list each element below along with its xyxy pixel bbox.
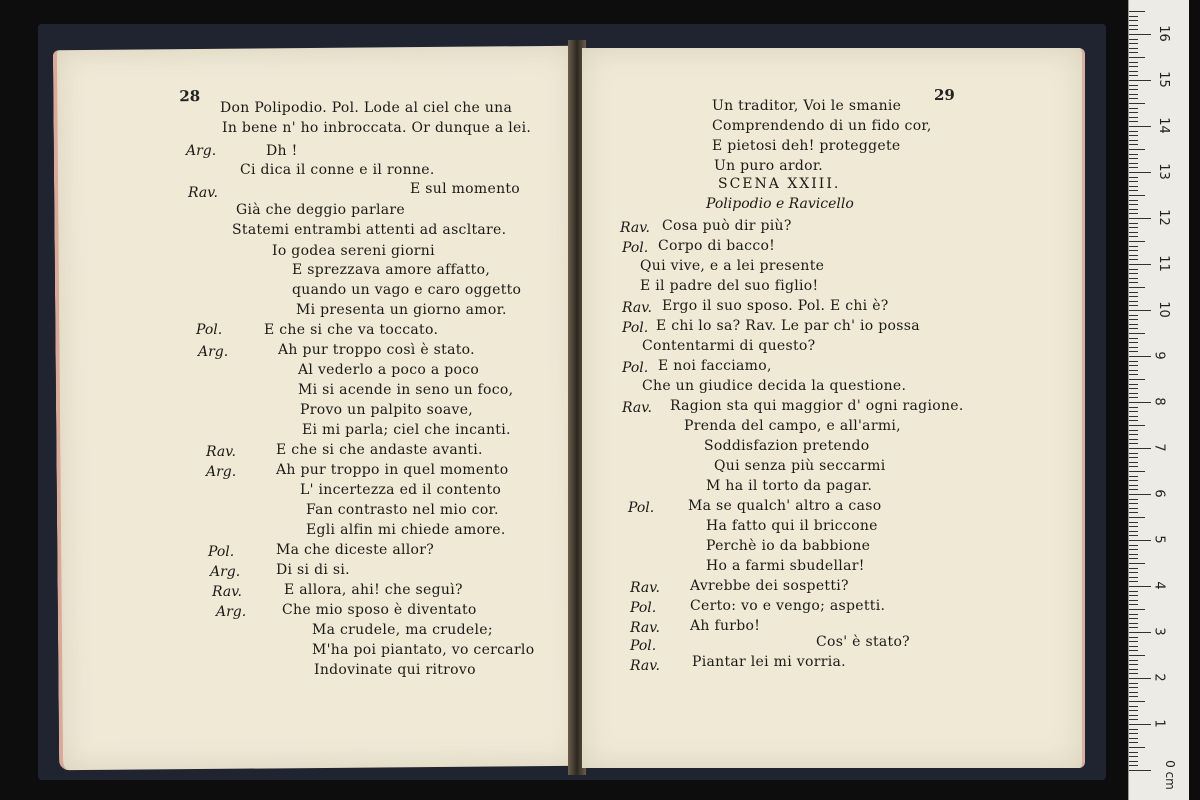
ruler-tick — [1129, 223, 1138, 224]
dialogue-line: Soddisfazion pretendo — [704, 438, 870, 454]
ruler-tick — [1129, 236, 1138, 237]
speaker-label: Rav. — [622, 400, 652, 416]
ruler-tick — [1129, 39, 1138, 40]
ruler-tick — [1129, 604, 1138, 605]
dialogue-line: E chi lo sa? Rav. Le par ch' io possa — [656, 318, 920, 334]
ruler-number: 14 — [1155, 117, 1171, 134]
verse-line: Ma che diceste allor? — [276, 542, 435, 558]
speaker-label: Rav. — [630, 620, 660, 636]
verse-line: Di si di si. — [276, 562, 350, 578]
ruler-number: 7 — [1151, 443, 1167, 452]
ruler-tick — [1129, 706, 1138, 707]
verse-line: Dh ! — [266, 143, 298, 159]
verse-line: E pietosi deh! proteggete — [712, 138, 901, 154]
ruler-tick — [1129, 508, 1138, 509]
ruler-tick — [1129, 103, 1145, 104]
ruler-tick — [1129, 710, 1138, 711]
ruler-tick — [1129, 623, 1138, 624]
ruler-tick — [1129, 259, 1138, 260]
ruler-tick — [1129, 673, 1138, 674]
ruler-tick — [1129, 94, 1138, 95]
ruler-tick — [1129, 98, 1138, 99]
ruler-tick — [1129, 522, 1138, 523]
dialogue-line: Ragion sta qui maggior d' ogni ragione. — [670, 398, 964, 414]
dialogue-line: Cosa può dir più? — [662, 218, 792, 234]
ruler-number: 5 — [1151, 535, 1167, 544]
speaker-label: Pol. — [196, 322, 223, 338]
dialogue-line: Ma se qualch' altro a caso — [688, 498, 882, 514]
ruler-tick — [1129, 361, 1138, 362]
verse-line: Ci dica il conne e il ronne. — [240, 162, 435, 178]
verse-line: Statemi entrambi attenti ad ascltare. — [232, 222, 507, 238]
ruler-tick — [1129, 80, 1151, 81]
ruler-tick — [1129, 218, 1151, 219]
ruler-tick — [1129, 11, 1145, 12]
verse-line: Fan contrasto nel mio cor. — [306, 502, 499, 518]
ruler-tick — [1129, 154, 1138, 155]
dialogue-line: Ergo il suo sposo. Pol. E chi è? — [662, 298, 889, 314]
ruler-tick — [1129, 669, 1138, 670]
ruler-tick — [1129, 568, 1138, 569]
verse-line: Un traditor, Voi le smanie — [712, 98, 902, 114]
speaker-label: Pol. — [628, 500, 655, 516]
page-number-right: 29 — [934, 86, 955, 104]
ruler-tick — [1129, 664, 1138, 665]
ruler-tick — [1129, 581, 1138, 582]
ruler-tick — [1129, 140, 1138, 141]
ruler-tick — [1129, 388, 1138, 389]
ruler-tick — [1129, 641, 1138, 642]
verse-line: E che si che va toccato. — [264, 322, 439, 338]
ruler-tick — [1129, 370, 1138, 371]
ruler-tick — [1129, 600, 1138, 601]
ruler-tick — [1129, 476, 1138, 477]
ruler-number: 15 — [1155, 71, 1171, 88]
ruler-tick — [1129, 255, 1138, 256]
ruler-number: 11 — [1155, 255, 1171, 272]
ruler-tick — [1129, 747, 1145, 748]
ruler-tick — [1129, 558, 1138, 559]
ruler-tick — [1129, 448, 1151, 449]
ruler-tick — [1129, 696, 1138, 697]
page-number-left: 28 — [179, 87, 201, 106]
ruler-tick — [1129, 430, 1138, 431]
ruler-tick — [1129, 278, 1138, 279]
dialogue-line: Ah furbo! — [690, 618, 761, 634]
ruler-number: 12 — [1155, 209, 1171, 226]
ruler-number: 2 — [1151, 673, 1167, 682]
verse-line: Mi si acende in seno un foco, — [298, 382, 514, 398]
speaker-label: Arg. — [210, 564, 241, 580]
ruler-tick — [1129, 190, 1138, 191]
dialogue-line: Piantar lei mi vorria. — [692, 654, 846, 670]
ruler-tick — [1129, 411, 1138, 412]
dialogue-line: Certo: vo e vengo; aspetti. — [690, 598, 886, 614]
ruler-tick — [1129, 135, 1138, 136]
dialogue-line: Cos' è stato? — [816, 634, 910, 650]
ruler-tick — [1129, 457, 1138, 458]
ruler-tick — [1129, 724, 1151, 725]
ruler-tick — [1129, 324, 1138, 325]
verse-line: L' incertezza ed il contento — [300, 482, 502, 498]
speaker-label: Rav. — [620, 220, 650, 236]
ruler-tick — [1129, 738, 1138, 739]
ruler-tick — [1129, 549, 1138, 550]
ruler-tick — [1129, 655, 1145, 656]
ruler-tick — [1129, 614, 1138, 615]
dialogue-line: Perchè io da babbione — [706, 538, 871, 554]
speaker-label: Rav. — [212, 584, 242, 600]
ruler-tick — [1129, 692, 1138, 693]
verse-line: Ah pur troppo in quel momento — [276, 462, 509, 478]
ruler-tick — [1129, 646, 1138, 647]
speaker-label: Pol. — [630, 600, 657, 616]
speaker-label: Pol. — [208, 544, 235, 560]
ruler-tick — [1129, 264, 1151, 265]
ruler-number: 3 — [1151, 627, 1167, 636]
ruler-tick — [1129, 48, 1138, 49]
scene-heading: SCENA XXIII. — [718, 176, 841, 192]
dialogue-line: Avrebbe dei sospetti? — [690, 578, 849, 594]
ruler-tick — [1129, 678, 1151, 679]
ruler-tick — [1129, 531, 1138, 532]
ruler-tick — [1129, 167, 1138, 168]
ruler-number: 4 — [1151, 581, 1167, 590]
dialogue-line: E il padre del suo figlio! — [640, 278, 819, 294]
ruler-tick — [1129, 512, 1138, 513]
ruler-tick — [1129, 66, 1138, 67]
ruler-tick — [1129, 595, 1138, 596]
ruler-tick — [1129, 756, 1138, 757]
ruler-tick — [1129, 494, 1151, 495]
ruler-tick — [1129, 650, 1138, 651]
ruler-tick — [1129, 407, 1138, 408]
ruler-tick — [1129, 471, 1145, 472]
ruler-tick — [1129, 729, 1138, 730]
verse-line: In bene n' ho inbroccata. Or dunque a lei. — [222, 120, 532, 136]
ruler-tick — [1129, 545, 1138, 546]
ruler-tick — [1129, 52, 1138, 53]
ruler-number: 8 — [1151, 397, 1167, 406]
ruler-tick — [1129, 232, 1138, 233]
ruler-tick — [1129, 393, 1138, 394]
ruler-tick — [1129, 687, 1138, 688]
dialogue-line: Prenda del campo, e all'armi, — [684, 418, 901, 434]
verse-line: E sul momento — [410, 181, 521, 197]
ruler-tick — [1129, 200, 1138, 201]
ruler-tick — [1129, 89, 1138, 90]
ruler-tick — [1129, 770, 1151, 771]
ruler-tick — [1129, 434, 1138, 435]
ruler-tick — [1129, 466, 1138, 467]
verse-line: Ei mi parla; ciel che incanti. — [302, 422, 511, 438]
verse-line: Al vederlo a poco a poco — [298, 362, 480, 378]
ruler-tick — [1129, 62, 1138, 63]
dialogue-line: Corpo di bacco! — [658, 238, 776, 254]
ruler-tick — [1129, 163, 1138, 164]
speaker-label: Pol. — [622, 360, 649, 376]
ruler-tick — [1129, 177, 1138, 178]
ruler-tick — [1129, 241, 1145, 242]
ruler-tick — [1129, 301, 1138, 302]
ruler-tick — [1129, 85, 1138, 86]
verse-line: Indovinate qui ritrovo — [314, 662, 476, 678]
ruler-tick — [1129, 379, 1145, 380]
ruler-tick — [1129, 57, 1145, 58]
ruler-tick — [1129, 287, 1145, 288]
ruler-tick — [1129, 719, 1138, 720]
dialogue-line: E noi facciamo, — [658, 358, 772, 374]
ruler-tick — [1129, 365, 1138, 366]
ruler-tick — [1129, 765, 1138, 766]
verse-line: Ah pur troppo così è stato. — [278, 342, 475, 358]
ruler-tick — [1129, 172, 1151, 173]
ruler-tick — [1129, 540, 1151, 541]
ruler-unit-label: 0 cm — [1162, 760, 1177, 790]
ruler-tick — [1129, 204, 1138, 205]
ruler-tick — [1129, 480, 1138, 481]
ruler-tick — [1129, 347, 1138, 348]
ruler-tick — [1129, 701, 1145, 702]
speaker-label: Pol. — [630, 638, 657, 654]
ruler-tick — [1129, 660, 1138, 661]
speaker-label: Rav. — [630, 580, 660, 596]
ruler-tick — [1129, 402, 1151, 403]
ruler-tick — [1129, 618, 1138, 619]
verse-line: Già che deggio parlare — [236, 202, 405, 218]
speaker-label: Pol. — [622, 320, 649, 336]
ruler-tick — [1129, 181, 1138, 182]
verse-line: quando un vago e caro oggetto — [292, 282, 522, 298]
verse-line: E che si che andaste avanti. — [276, 442, 483, 458]
ruler-tick — [1129, 20, 1138, 21]
verse-line: M'ha poi piantato, vo cercarlo — [312, 642, 535, 658]
ruler-tick — [1129, 586, 1151, 587]
speaker-label: Rav. — [188, 185, 218, 201]
ruler-tick — [1129, 517, 1145, 518]
verse-line: Comprendendo di un fido cor, — [712, 118, 932, 134]
ruler-tick — [1129, 356, 1151, 357]
ruler-tick — [1129, 213, 1138, 214]
speaker-label: Pol. — [622, 240, 649, 256]
ruler-number: 10 — [1155, 301, 1171, 318]
ruler-tick — [1129, 591, 1138, 592]
verse-line: Egli alfin mi chiede amore. — [306, 522, 506, 538]
ruler-tick — [1129, 126, 1151, 127]
scene-subheading: Polipodio e Ravicello — [706, 196, 854, 212]
ruler-tick — [1129, 425, 1145, 426]
speaker-label: Arg. — [198, 344, 229, 360]
ruler-tick — [1129, 683, 1138, 684]
ruler-tick — [1129, 715, 1138, 716]
ruler-tick — [1129, 112, 1138, 113]
speaker-label: Arg. — [216, 604, 247, 620]
ruler-tick — [1129, 752, 1138, 753]
ruler-tick — [1129, 554, 1138, 555]
verse-line: Don Polipodio. Pol. Lode al ciel che una — [220, 100, 513, 116]
ruler-tick — [1129, 71, 1138, 72]
ruler-tick — [1129, 462, 1138, 463]
ruler-tick — [1129, 577, 1138, 578]
speaker-label: Arg. — [186, 143, 217, 159]
ruler-tick — [1129, 250, 1138, 251]
ruler-tick — [1129, 131, 1138, 132]
ruler-tick — [1129, 149, 1145, 150]
ruler-tick — [1129, 489, 1138, 490]
ruler-tick — [1129, 499, 1138, 500]
ruler-tick — [1129, 632, 1151, 633]
ruler-tick — [1129, 117, 1138, 118]
ruler-tick — [1129, 563, 1145, 564]
ruler-tick — [1129, 246, 1138, 247]
ruler-number: 16 — [1155, 25, 1171, 42]
verse-line: E sprezzava amore affatto, — [292, 262, 491, 278]
ruler-tick — [1129, 43, 1138, 44]
ruler-tick — [1129, 761, 1138, 762]
verse-line: Provo un palpito soave, — [300, 402, 474, 418]
ruler-tick — [1129, 384, 1138, 385]
ruler-tick — [1129, 443, 1138, 444]
ruler-number: 6 — [1151, 489, 1167, 498]
ruler-tick — [1129, 535, 1138, 536]
ruler-tick — [1129, 416, 1138, 417]
ruler-tick — [1129, 351, 1138, 352]
dialogue-line: Contentarmi di questo? — [642, 338, 816, 354]
dialogue-line: Ha fatto qui il briccone — [706, 518, 878, 534]
ruler-tick — [1129, 25, 1138, 26]
ruler-tick — [1129, 319, 1138, 320]
dialogue-line: Che un giudice decida la questione. — [642, 378, 907, 394]
ruler-tick — [1129, 374, 1138, 375]
ruler-tick — [1129, 420, 1138, 421]
ruler-tick — [1129, 292, 1138, 293]
ruler-tick — [1129, 439, 1138, 440]
speaker-label: Rav. — [622, 300, 652, 316]
ruler-tick — [1129, 627, 1138, 628]
ruler-tick — [1129, 296, 1138, 297]
ruler-tick — [1129, 227, 1138, 228]
ruler-tick — [1129, 273, 1138, 274]
speaker-label: Rav. — [630, 658, 660, 674]
ruler-tick — [1129, 269, 1138, 270]
verse-line: Un puro ardor. — [714, 158, 824, 174]
speaker-label: Rav. — [206, 444, 236, 460]
ruler-tick — [1129, 29, 1138, 30]
dialogue-line: Ho a farmi sbudellar! — [706, 558, 865, 574]
ruler-tick — [1129, 315, 1138, 316]
ruler-tick — [1129, 310, 1151, 311]
ruler-tick — [1129, 108, 1138, 109]
ruler-tick — [1129, 209, 1138, 210]
verse-line: Mi presenta un giorno amor. — [296, 302, 507, 318]
ruler-tick — [1129, 121, 1138, 122]
verse-line: Ma crudele, ma crudele; — [312, 622, 493, 638]
ruler-tick — [1129, 282, 1138, 283]
verse-line: Che mio sposo è diventato — [282, 602, 477, 618]
ruler-tick — [1129, 16, 1138, 17]
ruler-number: 9 — [1151, 351, 1167, 360]
verse-line: Io godea sereni giorni — [272, 243, 435, 259]
ruler-tick — [1129, 34, 1151, 35]
ruler-tick — [1129, 733, 1138, 734]
ruler-tick — [1129, 485, 1138, 486]
verse-line: E allora, ahi! che seguì? — [284, 582, 463, 598]
ruler-tick — [1129, 609, 1145, 610]
dialogue-line: M ha il torto da pagar. — [706, 478, 873, 494]
ruler-tick — [1129, 453, 1138, 454]
ruler-tick — [1129, 526, 1138, 527]
ruler-tick — [1129, 342, 1138, 343]
ruler-tick — [1129, 333, 1145, 334]
ruler-tick — [1129, 328, 1138, 329]
ruler-tick — [1129, 637, 1138, 638]
ruler-tick — [1129, 305, 1138, 306]
ruler-tick — [1129, 186, 1138, 187]
dialogue-line: Qui senza più seccarmi — [714, 458, 886, 474]
ruler-tick — [1129, 503, 1138, 504]
ruler-tick — [1129, 75, 1138, 76]
ruler-tick — [1129, 338, 1138, 339]
ruler-tick — [1129, 158, 1138, 159]
ruler-tick — [1129, 195, 1145, 196]
ruler-tick — [1129, 144, 1138, 145]
measuring-ruler — [1128, 0, 1189, 800]
dialogue-line: Qui vive, e a lei presente — [640, 258, 825, 274]
speaker-label: Arg. — [206, 464, 237, 480]
ruler-tick — [1129, 397, 1138, 398]
ruler-number: 13 — [1155, 163, 1171, 180]
ruler-number: 1 — [1151, 719, 1167, 728]
ruler-tick — [1129, 742, 1138, 743]
ruler-tick — [1129, 572, 1138, 573]
